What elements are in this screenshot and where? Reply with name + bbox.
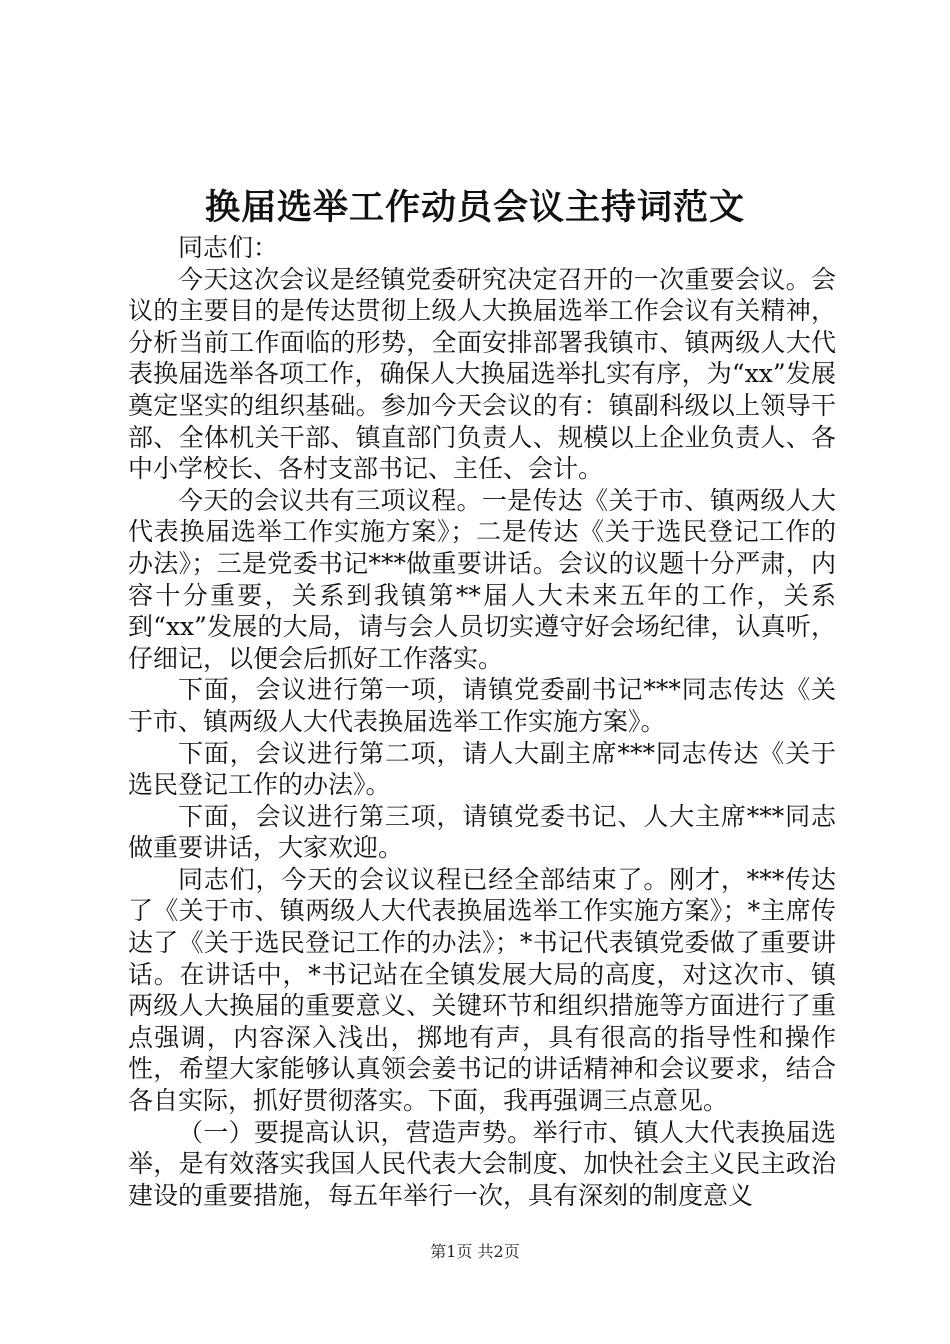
body-paragraph: 下面，会议进行第一项，请镇党委副书记***同志传达《关于市、镇两级人大代表换届选举工作实施方案》。 <box>128 675 836 736</box>
body-paragraph: 下面，会议进行第三项，请镇党委书记、人大主席***同志做重要讲话，大家欢迎。 <box>128 801 836 863</box>
body-paragraph: 同志们，今天的会议议程已经全部结束了。刚才，***传达了《关于市、镇两级人大代表换届选举工作实施方案》；*主席传达了《关于选民登记工作的办法》；*书记代表镇党委做了重要讲话。在讲话中，*书记站在全镇发展大局的高度，对这次市、镇两级人大换届的重要意义、关键环节和组织措施等方面进行了重点强调，内容深入浅出，掷地有声，具有很高的指导性和操作性，希望大家能够认真领会姜书记的讲话精神和会议要求，结合各自实际，抓好贯彻落实。下面，我再强调三点意见。 <box>128 864 836 1116</box>
document-title: 换届选举工作动员会议主持词范文 <box>204 187 745 228</box>
page-number-footer: 第1页 共2页 <box>430 1242 520 1261</box>
document-body <box>128 232 836 1211</box>
body-paragraph: （一）要提高认识，营造声势。举行市、镇人大代表换届选举，是有效落实我国人民代表大会制度、加快社会主义民主政治建设的重要措施，每五年举行一次，具有深刻的制度意义 <box>128 1117 836 1210</box>
body-paragraph: 今天这次会议是经镇党委研究决定召开的一次重要会议。会议的主要目的是传达贯彻上级人大换届选举工作会议有关精神，分析当前工作面临的形势，全面安排部署我镇市、镇两级人大代表换届选举各项工作，确保人大换届选举扎实有序，为“xx”发展奠定坚实的组织基础。参加今天会议的有：镇副科级以上领导干部、全体机关干部、镇直部门负责人、规模以上企业负责人、各中小学校长、各村支部书记、主任、会计。 <box>128 264 836 484</box>
body-paragraph: 下面，会议进行第二项，请人大副主席***同志传达《关于选民登记工作的办法》。 <box>128 738 836 800</box>
salutation-paragraph: 同志们： <box>178 233 279 262</box>
body-paragraph: 今天的会议共有三项议程。一是传达《关于市、镇两级人大代表换届选举工作实施方案》；二是传达《关于选民登记工作的办法》；三是党委书记***做重要讲话。会议的议题十分严肃，内容十分重要，关系到我镇第**届人大未来五年的工作，关系到“xx”发展的大局，请与会人员切实遵守好会场纪律，认真听，仔细记，以便会后抓好工作落实。 <box>128 485 836 673</box>
